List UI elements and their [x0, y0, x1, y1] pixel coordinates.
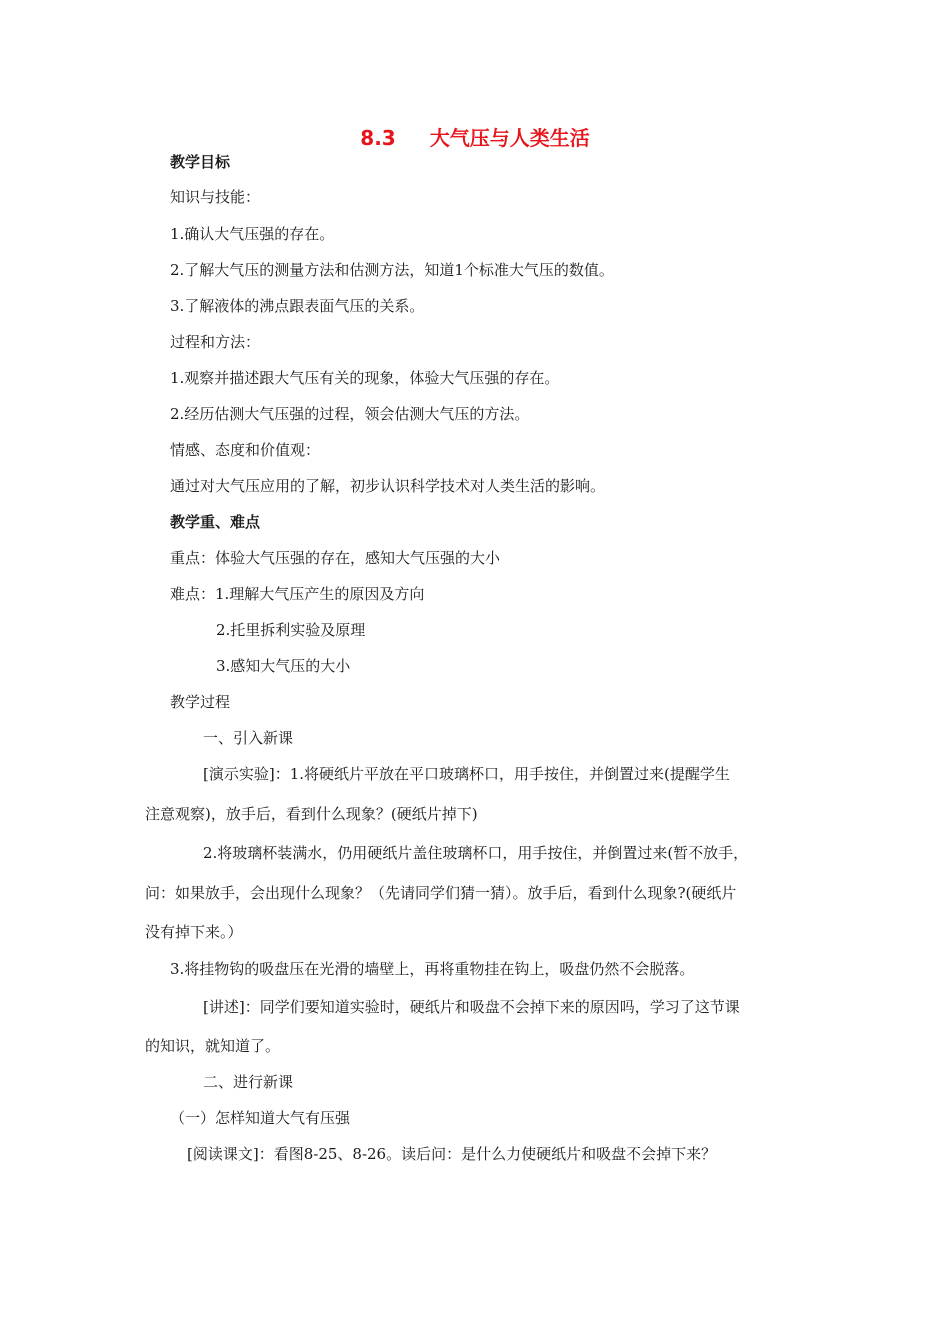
heading-teaching-process: 教学过程 [170, 693, 231, 711]
narration-line-2: 的知识，就知道了。 [145, 1037, 281, 1055]
goal-item-2: 2.了解大气压的测量方法和估测方法，知道1个标准大气压的数值。 [170, 261, 614, 279]
demo-step-2-line-1: 2.将玻璃杯装满水，仍用硬纸片盖住玻璃杯口，用手按住，并倒置过来(暂不放手， [203, 844, 749, 862]
section-number: 8.3 [360, 126, 396, 150]
process-item-2: 2.经历估测大气压强的过程，领会估测大气压的方法。 [170, 405, 530, 423]
emotion-item: 通过对大气压应用的了解，初步认识科学技术对人类生活的影响。 [170, 477, 606, 495]
subheading-process-method: 过程和方法： [170, 333, 261, 351]
demo-experiment-line-1: [演示实验]：1.将硬纸片平放在平口玻璃杯口，用手按住，并倒置过来(提醒学生 [203, 765, 730, 783]
title-text: 大气压与人类生活 [429, 126, 590, 150]
heading-teaching-goals: 教学目标 [170, 153, 231, 171]
process-item-1: 1.观察并描述跟大气压有关的现象，体验大气压强的存在。 [170, 369, 560, 387]
demo-experiment-line-2: 注意观察)，放手后，看到什么现象？(硬纸片掉下) [145, 805, 478, 823]
reading-text: [阅读课文]：看图8-25、8-26。读后问：是什么力使硬纸片和吸盘不会掉下来？ [187, 1145, 717, 1163]
goal-item-3: 3.了解液体的沸点跟表面气压的关系。 [170, 297, 425, 315]
demo-step-2-line-3: 没有掉下来。） [145, 923, 243, 941]
section-new-lesson: 二、进行新课 [203, 1073, 294, 1091]
difficult-point-3: 3.感知大气压的大小 [216, 657, 351, 675]
section-introduce-lesson: 一、引入新课 [203, 729, 294, 747]
subheading-knowledge-skills: 知识与技能： [170, 188, 261, 206]
heading-key-difficult-points: 教学重、难点 [170, 513, 261, 531]
document-title [0, 124, 950, 152]
difficult-point-2: 2.托里拆利实验及原理 [216, 621, 366, 639]
demo-step-3: 3.将挂物钩的吸盘压在光滑的墙壁上，再将重物挂在钩上，吸盘仍然不会脱落。 [170, 960, 695, 978]
difficult-point-1: 难点：1.理解大气压产生的原因及方向 [170, 585, 425, 603]
narration-line-1: [讲述]：同学们要知道实验时，硬纸片和吸盘不会掉下来的原因吗，学习了这节课 [203, 998, 740, 1016]
subheading-emotion-values: 情感、态度和价值观： [170, 441, 321, 459]
subsection-atmospheric-pressure: （一）怎样知道大气有压强 [170, 1109, 351, 1127]
demo-step-2-line-2: 问：如果放手，会出现什么现象？（先请同学们猜一猜）。放手后，看到什么现象?(硬纸片 [145, 884, 737, 902]
key-point: 重点：体验大气压强的存在，感知大气压强的大小 [170, 549, 501, 567]
goal-item-1: 1.确认大气压强的存在。 [170, 225, 335, 243]
